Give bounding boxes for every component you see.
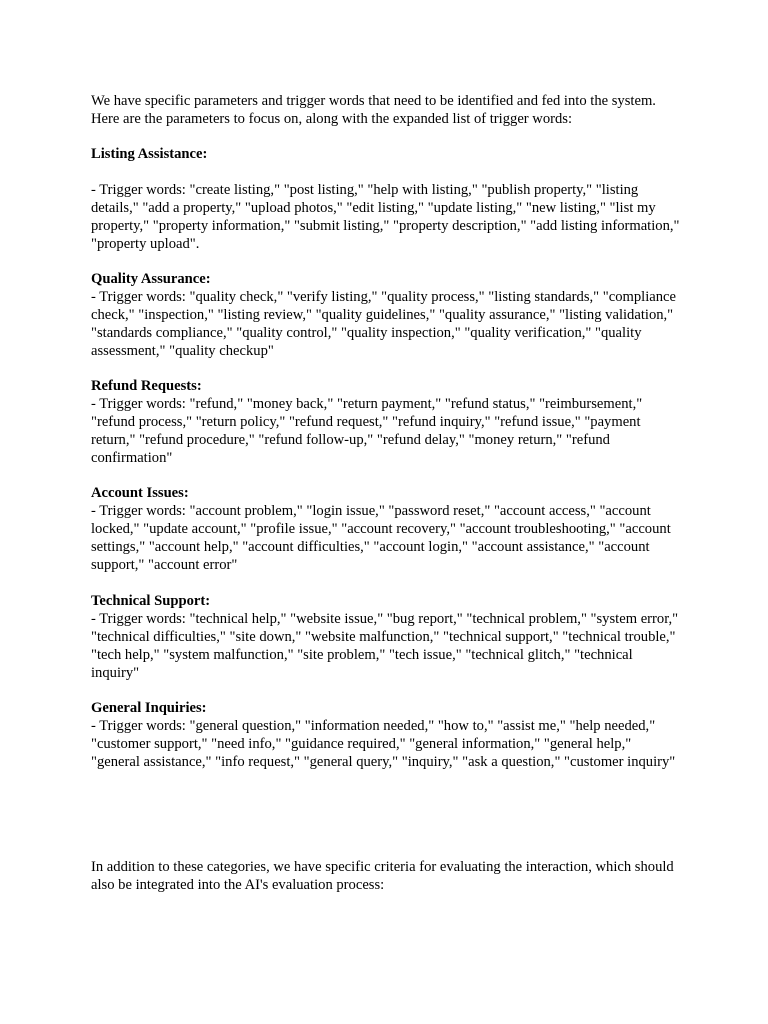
general-inquiries-heading: General Inquiries: (91, 700, 207, 716)
refund-requests-trigger-words: - Trigger words: "refund," "money back," "return payment," "refund status," "reimbursement," "refund process," "return policy," "refund request," "refund inquiry," "refund issue," "payment return," "refund procedure," "refund follow-up," "refund delay," "money return," "refund confirmation" (91, 396, 643, 466)
account-issues-heading: Account Issues: (91, 485, 189, 501)
technical-support-trigger-words: - Trigger words: "technical help," "website issue," "bug report," "technical problem," "system error," "technical difficulties," "site down," "website malfunction," "technical support," "technical trouble," "tech help," "system malfunction," "site problem," "tech issue," "technical glitch," "technical inquiry" (91, 611, 679, 681)
listing-assistance-trigger-words: - Trigger words: "create listing," "post listing," "help with listing," "publish property," "listing details," "add a property," "upload photos," "edit listing," "update listing," "new listing," "list my property," "property information," "submit listing," "property description," "add listing information," "property upload". (91, 182, 680, 252)
quality-assurance-heading: Quality Assurance: (91, 271, 211, 287)
listing-assistance-heading: Listing Assistance: (91, 146, 208, 162)
technical-support-heading: Technical Support: (91, 593, 211, 609)
intro-paragraph: We have specific parameters and trigger words that need to be identified and fed into the system. Here are the parameters to focus on, along with the expanded list of trigger words: (91, 93, 656, 127)
closing-paragraph: In addition to these categories, we have specific criteria for evaluating the interaction, which should also be integrated into the AI's evaluation process: (91, 859, 674, 893)
general-inquiries-trigger-words: - Trigger words: "general question," "information needed," "how to," "assist me," "help needed," "customer support," "need info," "guidance required," "general information," "general help," "general assistance," "info request," "general query," "inquiry," "ask a question," "customer inquiry" (91, 718, 676, 770)
account-issues-trigger-words: - Trigger words: "account problem," "login issue," "password reset," "account access," "account locked," "update account," "profile issue," "account recovery," "account troubleshooting," "account settings," "account help," "account difficulties," "account login," "account assistance," "account support," "account error" (91, 503, 671, 573)
quality-assurance-trigger-words: - Trigger words: "quality check," "verify listing," "quality process," "listing standards," "compliance check," "inspection," "listing review," "quality guidelines," "quality assurance," "listing validation," "standards compliance," "quality control," "quality inspection," "quality verification," "quality assessment," "quality checkup" (91, 289, 676, 359)
refund-requests-heading: Refund Requests: (91, 378, 202, 394)
